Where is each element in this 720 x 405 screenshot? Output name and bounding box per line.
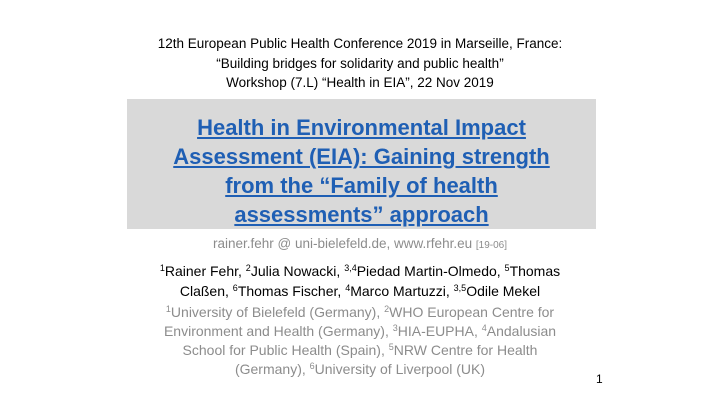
author-name: Thomas bbox=[509, 263, 561, 279]
author-name: Thomas Fischer, bbox=[237, 283, 346, 299]
author-sup: 4 bbox=[345, 283, 351, 293]
author-line-2 bbox=[0, 281, 720, 301]
affiliation-sup: 4 bbox=[481, 323, 487, 333]
affiliation-text: WHO European Centre for bbox=[389, 304, 555, 320]
affiliation-line-1 bbox=[0, 303, 720, 322]
author-line-1 bbox=[0, 261, 720, 281]
contact-text: rainer.fehr @ uni-bielefeld.de, www.rfehr.eu bbox=[213, 236, 473, 251]
affiliation-sup: 1 bbox=[165, 304, 171, 314]
affiliation-sup: 6 bbox=[309, 361, 315, 371]
affiliation-text: (Germany), bbox=[234, 361, 310, 377]
affiliation-sup: 2 bbox=[384, 304, 390, 314]
author-sup: 5 bbox=[504, 263, 510, 273]
affiliation-list bbox=[0, 303, 720, 379]
affiliation-sup: 5 bbox=[388, 342, 394, 352]
conference-line-2: “Building bridges for solidarity and public health” bbox=[216, 55, 504, 71]
affiliation-text: NRW Centre for Health bbox=[393, 342, 538, 358]
author-list bbox=[0, 261, 720, 301]
author-sup: 2 bbox=[245, 263, 251, 273]
affiliation-text: School for Public Health (Spain), bbox=[182, 342, 389, 358]
author-name: Marco Martuzzi, bbox=[350, 283, 454, 299]
author-name: Rainer Fehr, bbox=[164, 263, 246, 279]
affiliation-line-2 bbox=[0, 322, 720, 341]
affiliation-text: University of Liverpool (UK) bbox=[314, 361, 486, 377]
title-line-2: Assessment (EIA): Gaining strength bbox=[173, 144, 550, 169]
author-name: Odile Mekel bbox=[466, 283, 541, 299]
author-sup: 1 bbox=[159, 263, 165, 273]
affiliation-line-4 bbox=[0, 360, 720, 379]
affiliation-line-3 bbox=[0, 341, 720, 360]
author-sup: 3,5 bbox=[453, 283, 467, 293]
conference-line-1: 12th European Public Health Conference 2019 in Marseille, France: bbox=[157, 36, 563, 51]
affiliation-text: Environment and Health (Germany), bbox=[163, 323, 393, 339]
author-name: Julia Nowacki, bbox=[250, 263, 345, 279]
title-line-1: Health in Environmental Impact bbox=[197, 115, 526, 140]
title-line-3: from the “Family of health bbox=[225, 173, 498, 198]
page-number: 1 bbox=[596, 372, 603, 386]
author-sup: 6 bbox=[232, 283, 238, 293]
author-name: Claßen, bbox=[179, 283, 233, 299]
conference-line-3: Workshop (7.L) “Health in EIA”, 22 Nov 2019 bbox=[226, 75, 494, 90]
author-sup: 3,4 bbox=[344, 263, 357, 273]
slide-code: [19-06] bbox=[475, 240, 507, 251]
contact-line bbox=[0, 236, 720, 251]
affiliation-text: Andalusian bbox=[486, 323, 557, 339]
author-name: Piedad Martin-Olmedo, bbox=[356, 263, 505, 279]
affiliation-text: HIA-EUPHA, bbox=[397, 323, 482, 339]
affiliation-sup: 3 bbox=[392, 323, 398, 333]
slide-title[interactable] bbox=[127, 113, 596, 229]
affiliation-text: University of Bielefeld (Germany), bbox=[170, 304, 385, 320]
title-line-4: assessments” approach bbox=[234, 202, 489, 227]
conference-header bbox=[0, 34, 720, 93]
